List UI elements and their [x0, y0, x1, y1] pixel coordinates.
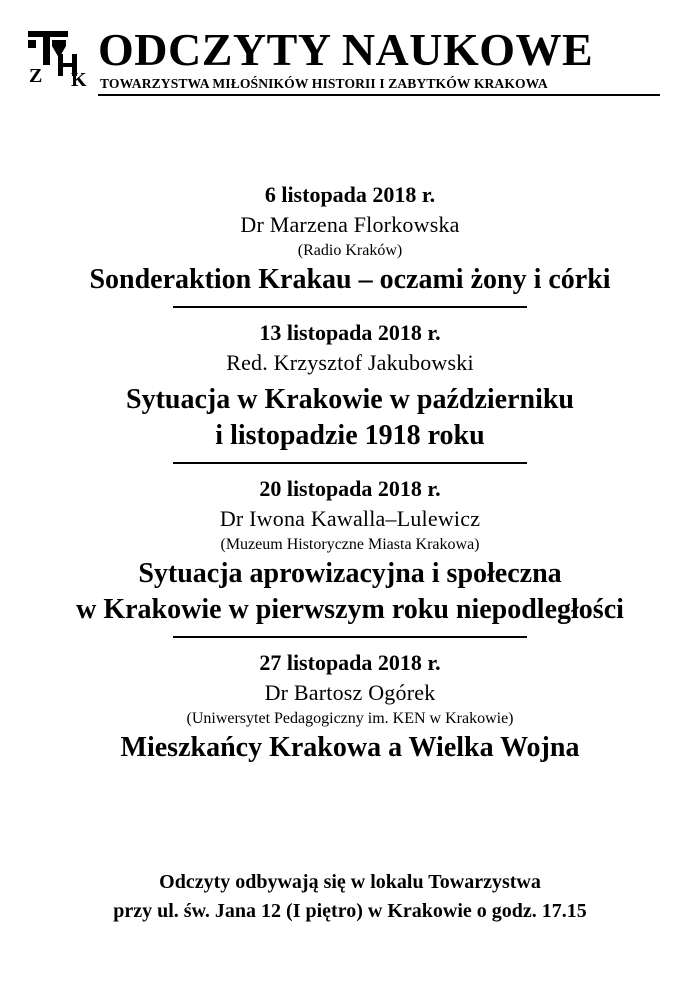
- lecture-title: [0, 730, 700, 766]
- venue-info: [0, 868, 700, 926]
- venue-info-line: Odczyty odbywają się w lokalu Towarzystwa: [159, 871, 541, 893]
- lecture-date: 6 listopada 2018 r.: [264, 182, 436, 207]
- lecture-speaker: Dr Iwona Kawalla–Lulewicz: [219, 506, 481, 531]
- lecture-list: [0, 180, 700, 766]
- lecture-affiliation: (Uniwersytet Pedagogiczny im. KEN w Krakowie): [186, 710, 514, 727]
- lecture-affiliation: (Muzeum Historyczne Miasta Krakowa): [220, 536, 480, 553]
- lecture-date: 20 listopada 2018 r.: [259, 476, 441, 501]
- lecture-title-line: Sytuacja aprowizacyjna i społeczna: [138, 558, 562, 589]
- lecture-divider: [173, 636, 527, 638]
- venue-info-line: przy ul. św. Jana 12 (I piętro) w Krakowie o godz. 17.15: [113, 900, 587, 922]
- lecture-item: [0, 318, 700, 454]
- lecture-date: 13 listopada 2018 r.: [259, 320, 441, 345]
- page-title: ODCZYTY NAUKOWE: [98, 24, 594, 75]
- lecture-title-line: Sonderaktion Krakau – oczami żony i córki: [89, 264, 611, 295]
- lecture-item: [0, 180, 700, 298]
- lecture-speaker: Red. Krzysztof Jakubowski: [226, 350, 474, 375]
- lecture-divider: [173, 462, 527, 464]
- header: [26, 24, 662, 98]
- lecture-item: [0, 474, 700, 628]
- society-logo: [26, 28, 90, 88]
- lecture-affiliation: (Radio Kraków): [297, 242, 403, 259]
- lecture-title: [0, 262, 700, 298]
- lecture-title: [0, 382, 700, 454]
- lecture-divider: [173, 306, 527, 308]
- lecture-item: [0, 648, 700, 766]
- header-divider: [98, 94, 660, 96]
- lecture-title-line: Sytuacja w Krakowie w październiku: [126, 384, 574, 415]
- lecture-title-line: i listopadzie 1918 roku: [215, 420, 485, 451]
- lecture-title-line: w Krakowie w pierwszym roku niepodległości: [76, 594, 624, 625]
- page-subtitle: TOWARZYSTWA MIŁOŚNIKÓW HISTORII I ZABYTKÓW KRAKOWA: [100, 76, 548, 91]
- lecture-title-line: Mieszkańcy Krakowa a Wielka Wojna: [120, 732, 580, 763]
- lecture-title: [0, 556, 700, 628]
- logo-letter-k: K: [71, 69, 87, 88]
- lecture-date: 27 listopada 2018 r.: [259, 650, 441, 675]
- lecture-speaker: Dr Marzena Florkowska: [240, 212, 460, 237]
- lecture-speaker: Dr Bartosz Ogórek: [264, 680, 436, 705]
- logo-letter-z: Z: [29, 65, 43, 87]
